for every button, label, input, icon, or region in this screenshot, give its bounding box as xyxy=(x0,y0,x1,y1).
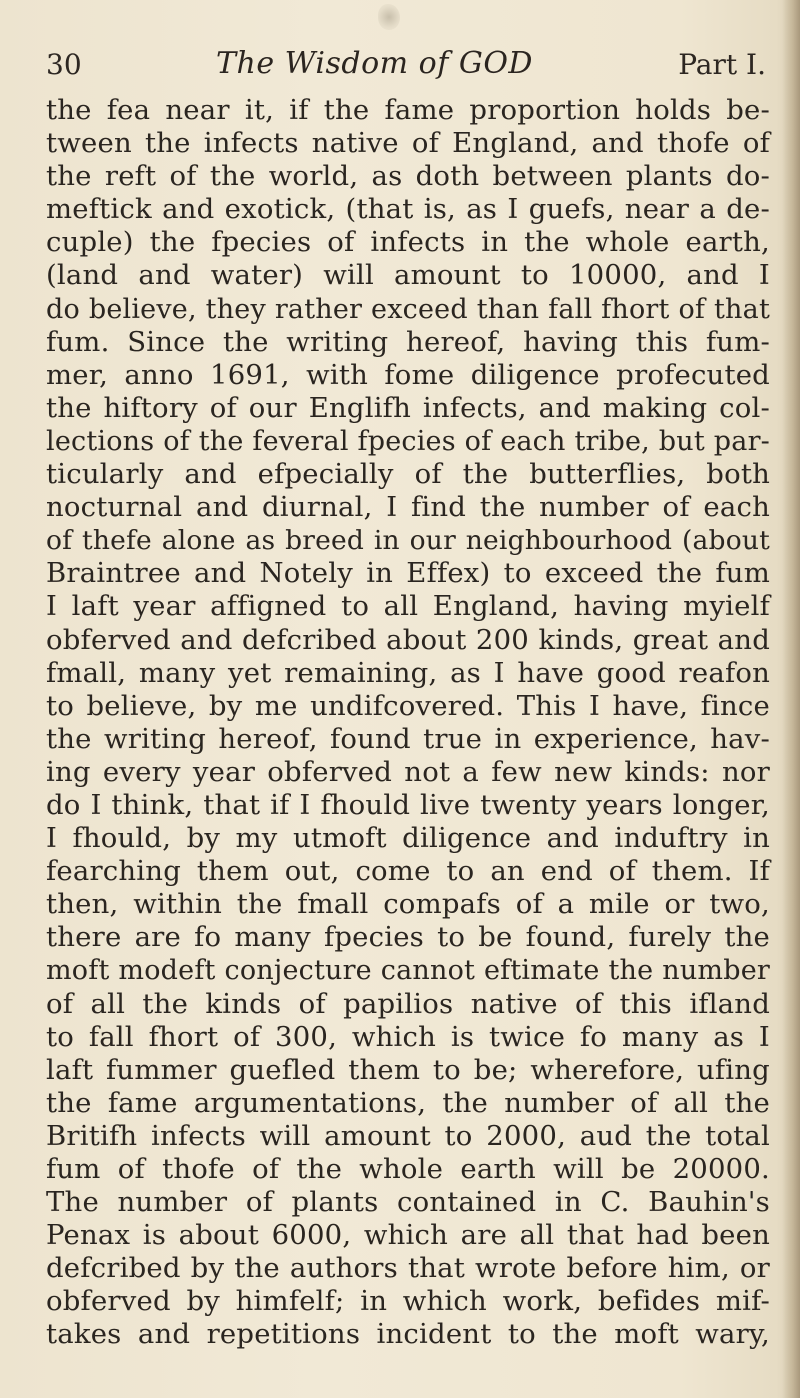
text-line: mer, anno 1691, with fome diligence profecuted xyxy=(46,358,770,391)
text-line: do I think, that if I fhould live twenty years longer, xyxy=(46,788,770,821)
text-line: to fall fhort of 300, which is twice fo many as I xyxy=(46,1020,770,1053)
page-edge-shadow xyxy=(782,0,800,1398)
text-line: ticularly and efpecially of the butterflies, both xyxy=(46,458,770,491)
text-line: do believe, they rather exceed than fall fhort of that xyxy=(46,293,770,325)
text-line: Braintree and Notely in Effex) to exceed the fum xyxy=(46,557,770,590)
text-line: moft modeft conjecture cannot eftimate the number xyxy=(46,955,770,987)
text-line: ing every year obferved not a few new kinds: nor xyxy=(46,755,770,788)
text-line: fmall, many yet remaining, as I have good reafon xyxy=(46,656,770,689)
running-title: The Wisdom of GOD xyxy=(216,46,533,81)
text-line: defcribed by the authors that wrote before him, or xyxy=(46,1252,770,1285)
text-line: takes and repetitions incident to the moft wary, xyxy=(46,1318,770,1351)
text-line: The number of plants contained in C. Bauhin's xyxy=(46,1186,770,1219)
text-line: I laft year affigned to all England, having myielf xyxy=(46,590,770,623)
body-text xyxy=(46,94,770,1352)
text-line: (land and water) will amount to 10000, and I xyxy=(46,259,770,292)
text-line: I fhould, by my utmoft diligence and induftry in xyxy=(46,822,770,855)
text-line: tween the infects native of England, and thofe of xyxy=(46,127,770,160)
text-line: the fame argumentations, the number of all the xyxy=(46,1086,770,1119)
text-line: fum of thofe of the whole earth will be 20000. xyxy=(46,1153,770,1185)
text-line: the reft of the world, as doth between plants do- xyxy=(46,160,770,193)
text-line: cuple) the fpecies of infects in the whole earth, xyxy=(46,226,770,259)
part-label: Part I. xyxy=(678,48,766,81)
text-line: meftick and exotick, (that is, as I guefs, near a de- xyxy=(46,193,770,226)
text-line: the hiftory of our Englifh infects, and making col- xyxy=(46,391,770,424)
text-line: then, within the fmall compafs of a mile or two, xyxy=(46,888,770,921)
text-line: of all the kinds of papilios native of this ifland xyxy=(46,987,770,1020)
text-line: the writing hereof, found true in experience, hav- xyxy=(46,722,770,755)
ink-blot xyxy=(378,4,400,30)
text-line: nocturnal and diurnal, I find the number of each xyxy=(46,491,770,524)
text-line: obferved and defcribed about 200 kinds, great and xyxy=(46,623,770,656)
text-line: Penax is about 6000, which are all that had been xyxy=(46,1219,770,1252)
text-line: the fea near it, if the fame proportion holds be- xyxy=(46,94,770,126)
text-line: Britifh infects will amount to 2000, aud the total xyxy=(46,1119,770,1152)
text-line: fum. Since the writing hereof, having this fum- xyxy=(46,325,770,358)
page-number: 30 xyxy=(46,48,82,81)
text-line: laft fummer guefled them to be; wherefore, ufing xyxy=(46,1053,770,1086)
text-line: obferved by himfelf; in which work, befides mif- xyxy=(46,1285,770,1318)
text-line: there are fo many fpecies to be found, furely the xyxy=(46,921,770,954)
text-line: to believe, by me undifcovered. This I have, fince xyxy=(46,689,770,722)
text-line: lections of the feveral fpecies of each tribe, but par- xyxy=(46,425,770,457)
running-head xyxy=(46,46,766,90)
text-line: fearching them out, come to an end of them. If xyxy=(46,855,770,888)
text-line: of thefe alone as breed in our neighbourhood (about xyxy=(46,525,770,557)
